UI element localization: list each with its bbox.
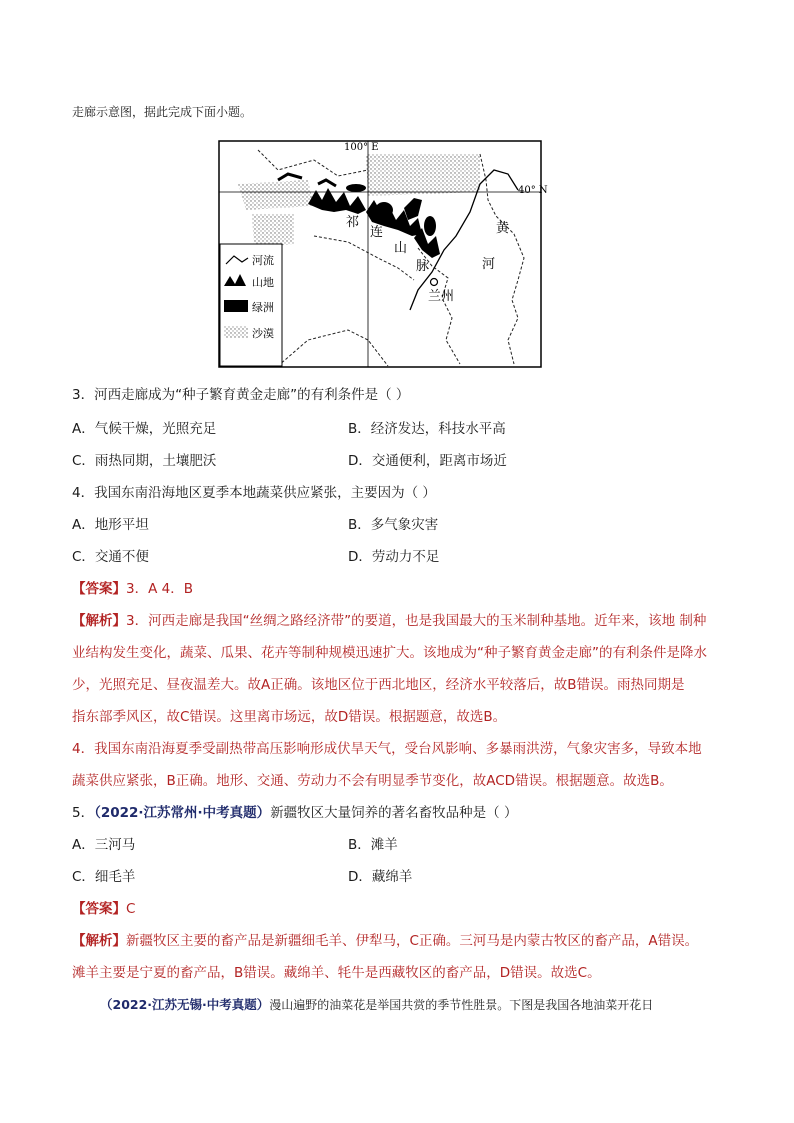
q5-option-d: D．藏绵羊 (348, 869, 413, 885)
explanation-3-4-line-1 (72, 612, 706, 630)
question-5-source: （2022·江苏常州·中考真题） (94, 805, 271, 821)
explanation-5-line-2: 滩羊主要是宁夏的畜产品，B错误。藏绵羊、牦牛是西藏牧区的畜产品，D错误。故选C。 (72, 965, 601, 981)
answer-5 (72, 900, 135, 918)
next-question-source: （2022·江苏无锡·中考真题） (100, 997, 270, 1012)
label-he: 河 (482, 257, 496, 272)
answer-3-4 (72, 580, 193, 598)
explanation-text: 3．河西走廊是我国“丝绸之路经济带”的要道，也是我国最大的玉米制种基地。近年来，该地 制种 (126, 613, 707, 629)
explanation-3-4-line-5: 4．我国东南沿海夏季受副热带高压影响形成伏旱天气，受台风影响、多暴雨洪涝，气象灾害多，导致本地 (72, 741, 702, 757)
q4-option-c: C．交通不便 (72, 549, 149, 565)
explanation-5-line-1 (72, 932, 698, 950)
answer-text: 3．A 4．B (126, 581, 193, 597)
answer-tag: 【答案】 (72, 581, 126, 597)
question-5-stem (72, 804, 517, 822)
legend-label-river: 河流 (252, 254, 274, 267)
explanation-3-4-line-6: 蔬菜供应紧张，B正确。地形、交通、劳动力不会有明显季节变化，故ACD错误。根据题意。故选B。 (72, 773, 673, 789)
question-5-number: 5． (72, 805, 95, 821)
q3-option-c: C．雨热同期，土壤肥沃 (72, 453, 217, 469)
explanation-tag: 【解析】 (72, 613, 126, 629)
q3-option-d: D．交通便利，距离市场近 (348, 453, 507, 469)
lon-label: 100° E (344, 142, 379, 153)
legend-label-mountain: 山地 (252, 276, 274, 289)
legend-oasis-symbol (224, 300, 248, 312)
intro-text: 走廊示意图，据此完成下面小题。 (72, 105, 253, 119)
lanzhou-city-marker (431, 279, 438, 286)
explanation-tag: 【解析】 (72, 933, 126, 949)
legend-label-oasis: 绿洲 (252, 301, 274, 314)
q4-option-a: A．地形平坦 (72, 517, 149, 533)
next-question-text: 漫山遍野的油菜花是举国共赏的季节性胜景。下图是我国各地油菜开花日 (269, 998, 654, 1012)
explanation-text: 新疆牧区主要的畜产品是新疆细毛羊、伊犁马，C正确。三河马是内蒙古牧区的畜产品，A错误。 (126, 933, 699, 949)
answer-text: C (126, 901, 136, 917)
desert-area-southwest (252, 214, 294, 248)
lat-label: 40° N (518, 185, 548, 196)
question-3-stem: 3．河西走廊成为“种子繁育黄金走廊”的有利条件是（ ） (72, 387, 410, 403)
explanation-3-4-line-4: 指东部季风区，故C错误。这里离市场远，故D错误。根据题意，故选B。 (72, 709, 507, 725)
answer-tag: 【答案】 (72, 901, 126, 917)
q4-option-b: B．多气象灾害 (348, 517, 439, 533)
question-4-stem: 4．我国东南沿海地区夏季本地蔬菜供应紧张，主要因为（ ） (72, 485, 436, 501)
q5-option-a: A．三河马 (72, 837, 136, 853)
question-5-text: 新疆牧区大量饲养的著名畜牧品种是（ ） (270, 805, 518, 821)
map-legend (220, 244, 282, 366)
hexi-corridor-map (218, 140, 548, 368)
label-shan: 山 (394, 241, 408, 256)
q3-option-a: A．气候干燥，光照充足 (72, 421, 217, 437)
explanation-3-4-line-2: 业结构发生变化，蔬菜、瓜果、花卉等制种规模迅速扩大。该地成为“种子繁育黄金走廊”的有利条件是降水 (72, 645, 707, 661)
label-lanzhou: 兰州 (428, 289, 455, 304)
explanation-3-4-line-3: 少，光照充足、昼夜温差大。故A正确。该地区位于西北地区，经济水平较落后，故B错误。雨热同期是 (72, 677, 685, 693)
desert-area-west (238, 180, 314, 210)
label-qi: 祁 (346, 215, 360, 230)
legend-desert-symbol (224, 326, 248, 338)
label-lian: 连 (370, 225, 384, 240)
label-huang: 黄 (496, 221, 510, 236)
q3-option-b: B．经济发达，科技水平高 (348, 421, 506, 437)
legend-label-desert: 沙漠 (252, 327, 274, 340)
label-mai: 脉 (416, 259, 430, 274)
q5-option-b: B．滩羊 (348, 837, 398, 853)
next-question-intro (100, 996, 653, 1014)
desert-area-north (366, 154, 480, 196)
q4-option-d: D．劳动力不足 (348, 549, 440, 565)
q5-option-c: C．细毛羊 (72, 869, 136, 885)
